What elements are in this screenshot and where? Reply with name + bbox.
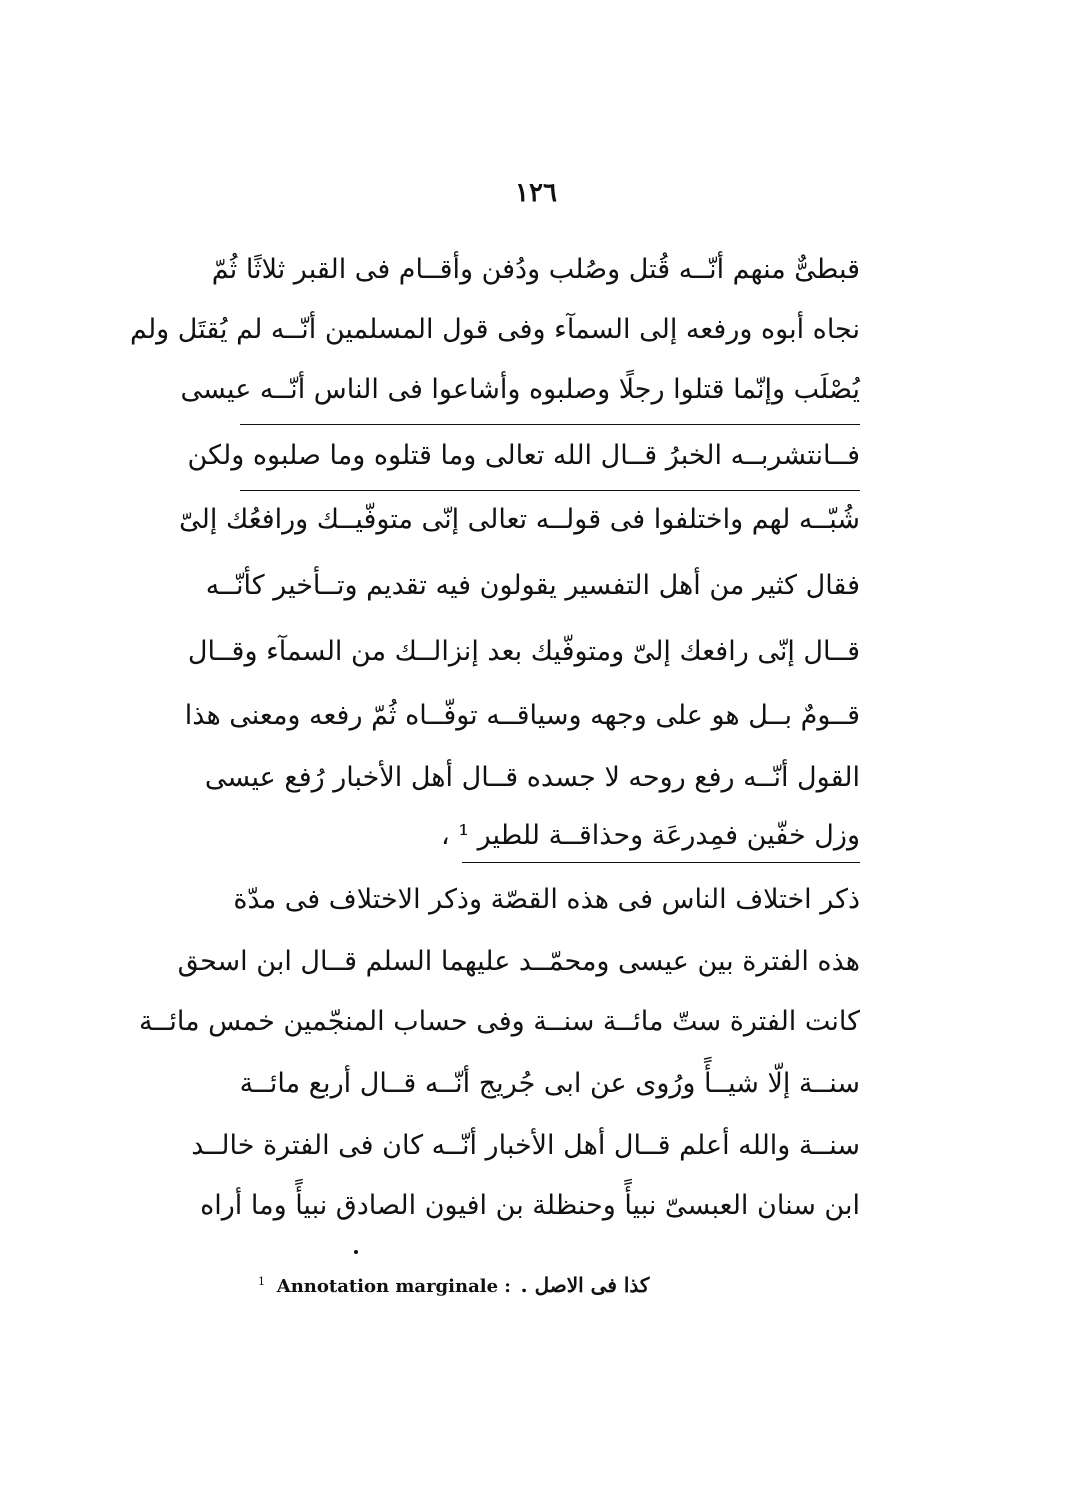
quote-inner-rule xyxy=(240,490,860,491)
text-line-5: شُبّــه لهم واختلفوا فى قولــه تعالى إنّى متوفّيــك ورافعُك إلىّ xyxy=(179,504,860,535)
text-line-2: نجاه أبوه ورفعه إلى السمآء وفى قول المسلمين أنّــه لم يُقتَل ولم xyxy=(129,314,860,345)
footnote xyxy=(258,1262,658,1302)
text-line-13: كانت الفترة ستّ مائــة سنــة وفى حساب المنجّمين خمس مائــة xyxy=(139,1006,860,1037)
footnote-label: Annotation marginale : xyxy=(276,1276,511,1297)
text-line-14: سنــة إلّا شيــأً ورُوى عن ابى جُريج أنّــه قــال أربع مائــة xyxy=(239,1068,860,1099)
text-line-16: ابن سنان العبسىّ نبيأً وحنظلة بن افيون الصادق نبيأً وما أراه xyxy=(200,1190,860,1221)
text-line-10: وزل خفّين فمِدرعَة وحذاقــة للطير ¹ ، xyxy=(440,820,860,851)
text-line-12: هذه الفترة بين عيسى ومحمّــد عليهما السلم قــال ابن اسحق xyxy=(177,946,860,977)
text-line-8: قــومٌ بــل هو على وجهه وسياقــه توفّــاه ثُمّ رفعه ومعنى هذا xyxy=(184,700,860,731)
text-line-11: ذكر اختلاف الناس فى هذه القصّة وذكر الاختلاف فى مدّة xyxy=(233,884,860,915)
text-line-7: قــال إنّى رافعك إلىّ ومتوفّيك بعد إنزالــك من السمآء وقــال xyxy=(187,636,860,667)
text-line-1: قبطىٌّ منهم أنّــه قُتل وصُلب ودُفن وأقــام فى القبر ثلاثًا ثُمّ xyxy=(211,254,860,285)
footnote-mark: 1 xyxy=(258,1275,265,1288)
text-line-4: فــانتشربــه الخبرُ قــال الله تعالى وما قتلوه وما صلبوه ولكن xyxy=(187,440,860,471)
quote-end-rule xyxy=(462,862,860,863)
text-line-15: سنــة والله أعلم قــال أهل الأخبار أنّــه كان فى الفترة خالــد xyxy=(191,1130,860,1161)
text-line-3: يُصْلَب وإنّما قتلوا رجلًا وصلبوه وأشاعوا فى الناس أنّــه عيسى xyxy=(180,374,860,405)
footnote-arabic-text: كذا فى الاصل . xyxy=(520,1273,650,1297)
main-text xyxy=(129,240,860,1240)
page-number: ١٢٦ xyxy=(515,178,557,208)
quote-top-rule xyxy=(240,424,860,425)
text-line-9: القول أنّــه رفع روحه لا جسده قــال أهل الأخبار رُفع عيسى xyxy=(204,762,860,793)
footnote-dot-mark xyxy=(354,1250,358,1254)
text-line-6: فقال كثير من أهل التفسير يقولون فيه تقديم وتــأخير كأنّــه xyxy=(205,570,860,601)
